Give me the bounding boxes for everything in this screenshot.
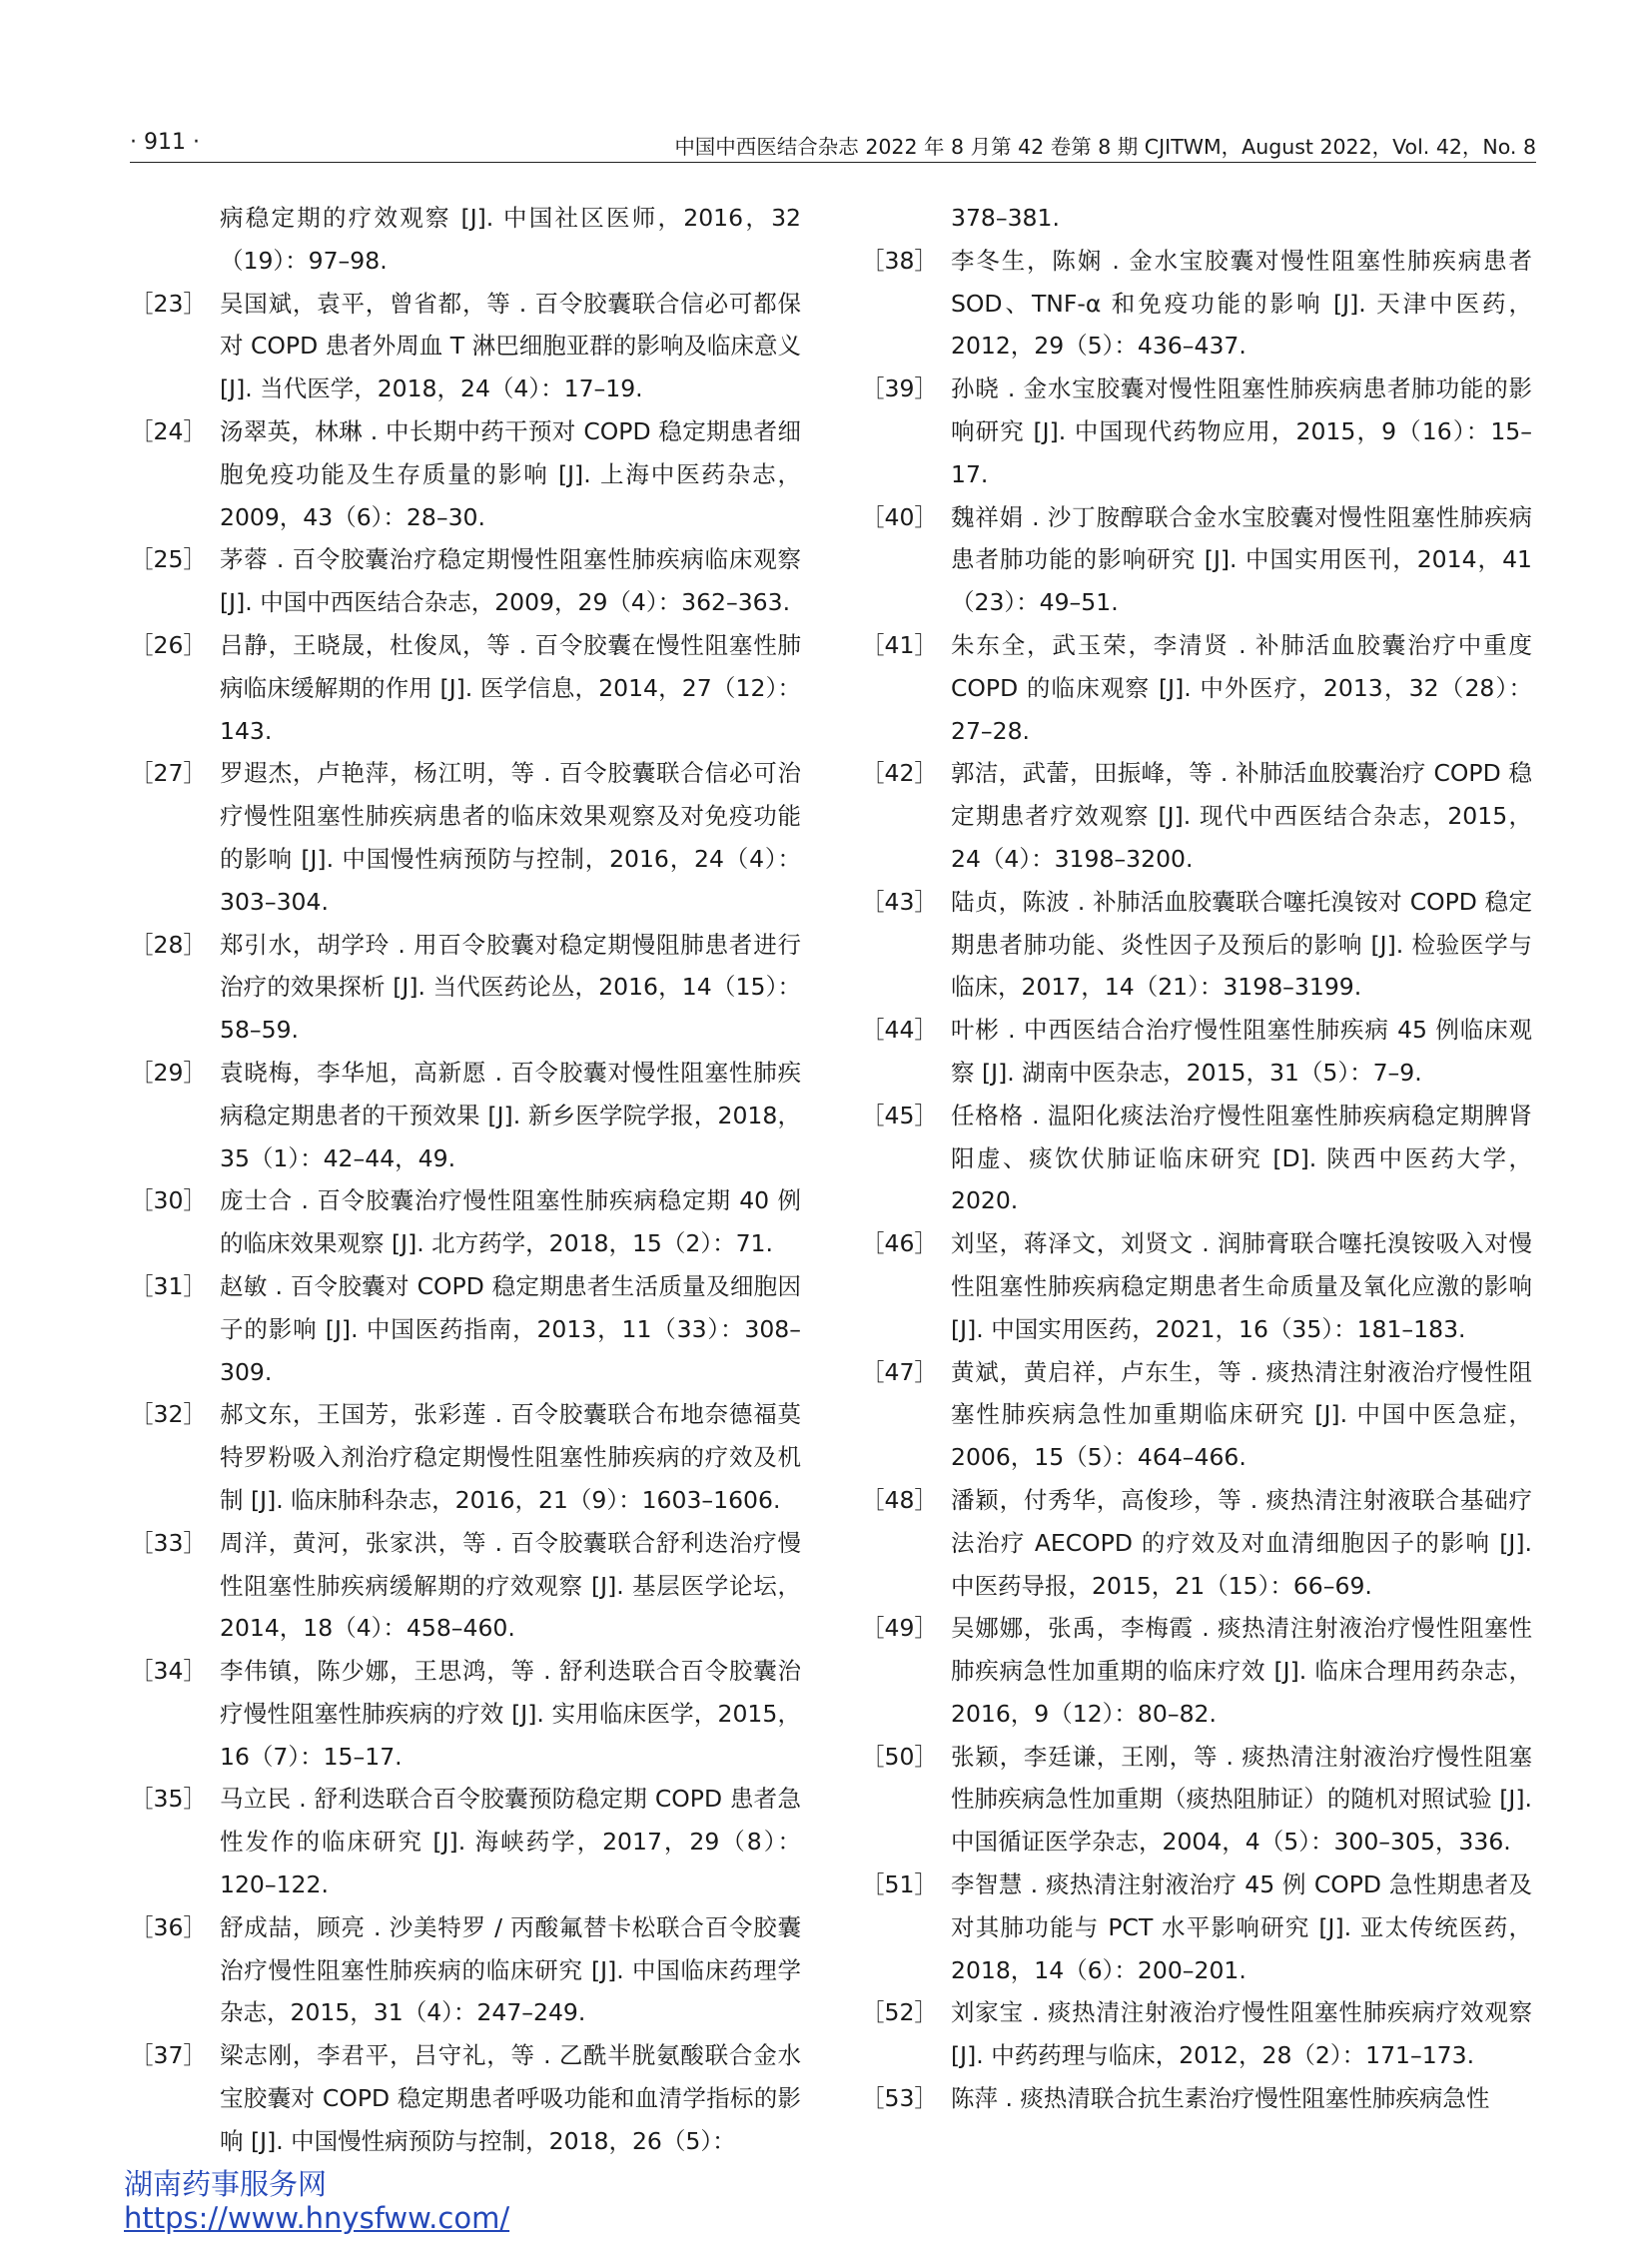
page-number: · 911 · — [130, 130, 200, 155]
reference-text: 刘坚，蒋泽文，刘贤文 . 润肺膏联合噻托溴铵吸入对慢性阻塞性肺疾病稳定期患者生命质量及氧化应激的影响 [J]. 中国实用医药，2021，16（35）：181–183. — [951, 1229, 1532, 1343]
reference-entry — [861, 752, 1532, 880]
reference-column-right — [861, 197, 1532, 2120]
reference-text: 病稳定期的疗效观察 [J]. 中国社区医师，2016，32（19）：97–98. — [220, 204, 801, 275]
reference-number: ［30］ — [130, 1186, 207, 1215]
reference-entry — [130, 538, 801, 624]
reference-text: 吴娜娜，张禹，李梅霞 . 痰热清注射液治疗慢性阻塞性肺疾病急性加重期的临床疗效 [J]. 临床合理用药杂志，2016，9（12）：80–82. — [951, 1614, 1532, 1728]
reference-column-left — [130, 197, 801, 2163]
reference-number: ［33］ — [130, 1528, 207, 1557]
reference-number: ［44］ — [861, 1016, 938, 1045]
reference-number: ［28］ — [130, 930, 207, 959]
reference-text: 袁晓梅，李华旭，高新愿 . 百令胶囊对慢性阻塞性肺疾病稳定期患者的干预效果 [J]. 新乡医学院学报，2018，35（1）：42–44，49. — [220, 1058, 801, 1172]
reference-entry — [130, 1906, 801, 2034]
reference-number: ［31］ — [130, 1271, 207, 1300]
reference-number: ［32］ — [130, 1400, 207, 1429]
reference-text: 潘颖，付秀华，高俊珍，等 . 痰热清注射液联合基础疗法治疗 AECOPD 的疗效及对血清细胞因子的影响 [J]. 中医药导报，2015，21（15）：66–69. — [951, 1485, 1532, 1600]
reference-entry — [130, 924, 801, 1052]
reference-number: ［27］ — [130, 759, 207, 788]
reference-number: ［29］ — [130, 1058, 207, 1087]
reference-number: ［43］ — [861, 887, 938, 916]
reference-number: ［38］ — [861, 246, 938, 275]
reference-entry — [130, 1179, 801, 1265]
reference-entry — [861, 496, 1532, 624]
reference-text: 茅蓉 . 百令胶囊治疗稳定期慢性阻塞性肺疾病临床观察 [J]. 中国中西医结合杂志，2009，29（4）：362–363. — [220, 545, 801, 617]
reference-number: ［52］ — [861, 1998, 938, 2027]
reference-text: 李冬生，陈娴 . 金水宝胶囊对慢性阻塞性肺疾病患者 SOD、TNF-α 和免疫功能的影响 [J]. 天津中医药，2012，29（5）：436–437. — [951, 246, 1532, 361]
reference-entry — [861, 368, 1532, 495]
reference-text: 陆贞，陈波 . 补肺活血胶囊联合噻托溴铵对 COPD 稳定期患者肺功能、炎性因子及预后的影响 [J]. 检验医学与临床，2017，14（21）：3198–3199. — [951, 887, 1532, 1002]
reference-number: ［36］ — [130, 1912, 207, 1941]
reference-number: ［45］ — [861, 1101, 938, 1129]
reference-text: 郭洁，武蕾，田振峰，等 . 补肺活血胶囊治疗 COPD 稳定期患者疗效观察 [J]. 现代中西医结合杂志，2015，24（4）：3198–3200. — [951, 759, 1532, 873]
reference-text: 李智慧 . 痰热清注射液治疗 45 例 COPD 急性期患者及对其肺功能与 PCT 水平影响研究 [J]. 亚太传统医药，2018，14（6）：200–201. — [951, 1870, 1532, 1984]
reference-number: ［51］ — [861, 1870, 938, 1899]
reference-text: 张颖，李廷谦，王刚，等 . 痰热清注射液治疗慢性阻塞性肺疾病急性加重期（痰热阻肺证）的随机对照试验 [J]. 中国循证医学杂志，2004，4（5）：300–305，336. — [951, 1742, 1532, 1857]
reference-entry — [130, 197, 801, 283]
reference-entry — [130, 624, 801, 752]
reference-entry — [130, 283, 801, 410]
reference-text: 赵敏 . 百令胶囊对 COPD 稳定期患者生活质量及细胞因子的影响 [J]. 中国医药指南，2013，11（33）：308–309. — [220, 1271, 801, 1386]
reference-entry — [861, 1736, 1532, 1864]
reference-text: 郑引水，胡学玲 . 用百令胶囊对稳定期慢阻肺患者进行治疗的效果探析 [J]. 当代医药论丛，2016，14（15）：58–59. — [220, 930, 801, 1045]
reference-text: 刘家宝 . 痰热清注射液治疗慢性阻塞性肺疾病疗效观察 [J]. 中药药理与临床，2012，28（2）：171–173. — [951, 1998, 1532, 2070]
reference-text: 马立民 . 舒利迭联合百令胶囊预防稳定期 COPD 患者急性发作的临床研究 [J]. 海峡药学，2017，29（8）：120–122. — [220, 1785, 801, 1899]
reference-number: ［26］ — [130, 630, 207, 659]
reference-text: 罗遐杰，卢艳萍，杨江明，等 . 百令胶囊联合信必可治疗慢性阻塞性肺疾病患者的临床效果观察及对免疫功能的影响 [J]. 中国慢性病预防与控制，2016，24（4）：303–304. — [220, 759, 801, 916]
reference-text: 汤翠英，林琳 . 中长期中药干预对 COPD 稳定期患者细胞免疫功能及生存质量的影响 [J]. 上海中医药杂志，2009，43（6）：28–30. — [220, 416, 801, 531]
reference-number: ［34］ — [130, 1657, 207, 1686]
reference-text: 吴国斌，袁平，曾省都，等 . 百令胶囊联合信必可都保对 COPD 患者外周血 T 淋巴细胞亚群的影响及临床意义 [J]. 当代医学，2018，24（4）：17–19. — [220, 289, 801, 403]
reference-entry — [130, 1393, 801, 1521]
reference-entry — [861, 1095, 1532, 1222]
reference-text: 叶彬 . 中西医结合治疗慢性阻塞性肺疾病 45 例临床观察 [J]. 湖南中医杂志，2015，31（5）：7–9. — [951, 1016, 1532, 1087]
reference-number: ［50］ — [861, 1742, 938, 1771]
reference-number: ［47］ — [861, 1357, 938, 1386]
reference-entry — [130, 1052, 801, 1179]
reference-entry — [130, 752, 801, 923]
reference-number: ［48］ — [861, 1485, 938, 1514]
reference-entry — [861, 1991, 1532, 2077]
reference-entry — [130, 410, 801, 538]
reference-text: 周洋，黄河，张家洪，等 . 百令胶囊联合舒利迭治疗慢性阻塞性肺疾病缓解期的疗效观察 [J]. 基层医学论坛，2014，18（4）：458–460. — [220, 1528, 801, 1643]
reference-entry — [861, 197, 1532, 240]
reference-entry — [861, 624, 1532, 752]
reference-text: 庞士合 . 百令胶囊治疗慢性阻塞性肺疾病稳定期 40 例的临床效果观察 [J]. 北方药学，2018，15（2）：71. — [220, 1186, 801, 1258]
journal-citation-line: 中国中西医结合杂志 2022 年 8 月第 42 卷第 8 期 CJITWM，August 2022，Vol. 42，No. 8 — [674, 135, 1536, 159]
site-url-link[interactable]: https://www.hnysfww.com/ — [124, 2201, 510, 2235]
reference-number: ［39］ — [861, 374, 938, 403]
reference-text: 朱东全，武玉荣，李清贤 . 补肺活血胶囊治疗中重度 COPD 的临床观察 [J]. 中外医疗，2013，32（28）：27–28. — [951, 630, 1532, 745]
reference-number: ［24］ — [130, 416, 207, 445]
reference-entry — [861, 1479, 1532, 1607]
reference-entry — [130, 1265, 801, 1393]
reference-number: ［40］ — [861, 502, 938, 531]
reference-number: ［49］ — [861, 1614, 938, 1643]
reference-entry — [861, 1607, 1532, 1735]
reference-entry — [130, 1522, 801, 1650]
reference-text: 梁志刚，李君平，吕守礼，等 . 乙酰半胱氨酸联合金水宝胶囊对 COPD 稳定期患者呼吸功能和血清学指标的影响 [J]. 中国慢性病预防与控制，2018，26（5）： — [220, 2041, 801, 2155]
reference-entry — [861, 1351, 1532, 1479]
reference-entry — [861, 881, 1532, 1009]
reference-number: ［53］ — [861, 2084, 938, 2113]
reference-text: 黄斌，黄启祥，卢东生，等 . 痰热清注射液治疗慢性阻塞性肺疾病急性加重期临床研究 [J]. 中国中医急症，2006，15（5）：464–466. — [951, 1357, 1532, 1472]
reference-entry — [861, 2077, 1532, 2120]
reference-number: ［46］ — [861, 1229, 938, 1258]
reference-number: ［23］ — [130, 289, 207, 318]
site-name: 湖南药事服务网 — [124, 2167, 328, 2201]
reference-text: 李伟镇，陈少娜，王思鸿，等 . 舒利迭联合百令胶囊治疗慢性阻塞性肺疾病的疗效 [J]. 实用临床医学，2015，16（7）：15–17. — [220, 1657, 801, 1771]
reference-number: ［37］ — [130, 2041, 207, 2070]
reference-text: 魏祥娟 . 沙丁胺醇联合金水宝胶囊对慢性阻塞性肺疾病患者肺功能的影响研究 [J]. 中国实用医刊，2014，41（23）：49–51. — [951, 502, 1532, 617]
reference-text: 郝文东，王国芳，张彩莲 . 百令胶囊联合布地奈德福莫特罗粉吸入剂治疗稳定期慢性阻塞性肺疾病的疗效及机制 [J]. 临床肺科杂志，2016，21（9）：1603–1606. — [220, 1400, 801, 1514]
page-header — [130, 128, 1536, 163]
watermark-footer — [124, 2167, 509, 2235]
reference-entry — [130, 1778, 801, 1905]
reference-entry — [130, 1650, 801, 1778]
reference-text: 吕静，王晓晟，杜俊凤，等 . 百令胶囊在慢性阻塞性肺病临床缓解期的作用 [J]. 医学信息，2014，27（12）：143. — [220, 630, 801, 745]
reference-number: ［25］ — [130, 545, 207, 574]
reference-entry — [861, 1864, 1532, 1991]
reference-text: 孙晓 . 金水宝胶囊对慢性阻塞性肺疾病患者肺功能的影响研究 [J]. 中国现代药物应用，2015，9（16）：15–17. — [951, 374, 1532, 488]
reference-text: 陈萍 . 痰热清联合抗生素治疗慢性阻塞性肺疾病急性 — [951, 2084, 1490, 2113]
reference-number: ［42］ — [861, 759, 938, 788]
reference-entry — [130, 2034, 801, 2162]
reference-text: 任格格 . 温阳化痰法治疗慢性阻塞性肺疾病稳定期脾肾阳虚、痰饮伏肺证临床研究 [D]. 陕西中医药大学，2020. — [951, 1101, 1532, 1215]
reference-text: 舒成喆，顾亮 . 沙美特罗 / 丙酸氟替卡松联合百令胶囊治疗慢性阻塞性肺疾病的临床研究 [J]. 中国临床药理学杂志，2015，31（4）：247–249. — [220, 1912, 801, 2027]
reference-number: ［41］ — [861, 630, 938, 659]
reference-text: 378–381. — [951, 204, 1060, 232]
reference-entry — [861, 1009, 1532, 1095]
reference-entry — [861, 1222, 1532, 1350]
reference-entry — [861, 240, 1532, 368]
reference-number: ［35］ — [130, 1785, 207, 1814]
